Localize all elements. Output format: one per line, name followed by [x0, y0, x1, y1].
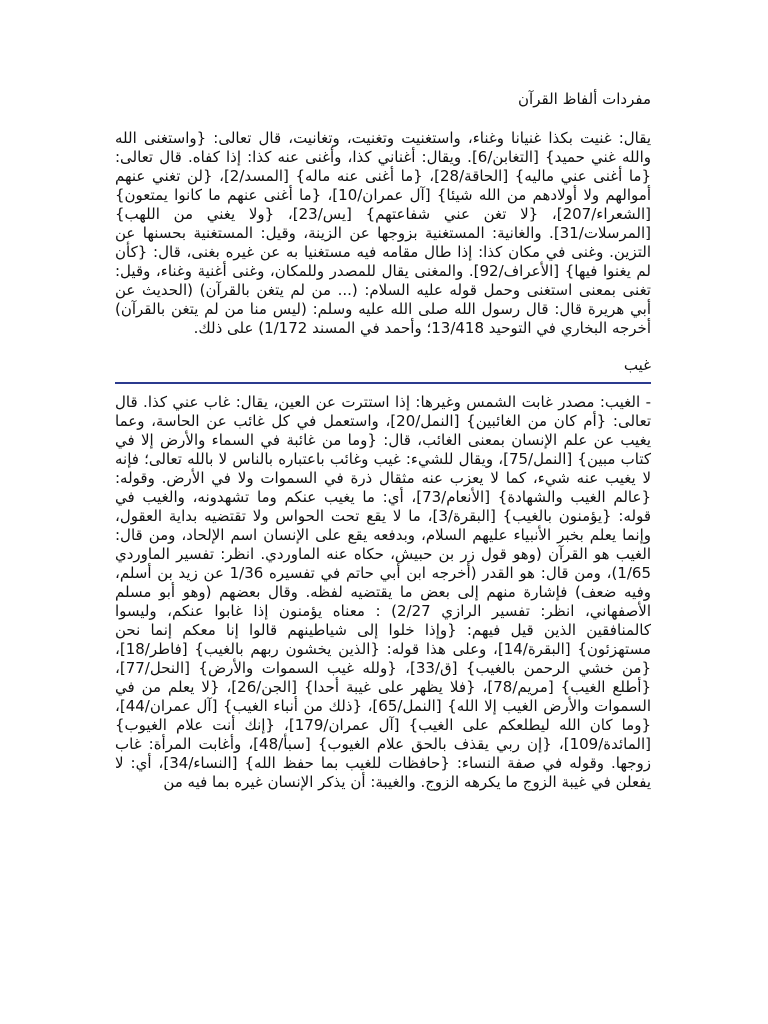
section-heading-ghayb: غيب: [623, 356, 651, 374]
document-title: مفردات ألفاظ القرآن: [518, 90, 651, 108]
paragraph-ghaniya: يقال: غنيت بكذا غنيانا وغناء، واستغنيت وتغنيت، وتغانيت، قال تعالى: {واستغنى الله والله غني حميد} [التغابن/6]. ويقال: أغناني كذا، وأغنى عنه كذا: إذا كفاه. قال تعالى: {ما أغنى عني ماليه} [الحاقة/28]، {ما أغنى عنه ماله} [المسد/2]، {لن تغني عنهم أموالهم ولا أولادهم من الله شيئا} [آل عمران/10]، {ما أغنى عنهم ما كانوا يمتعون} [الشعراء/207]، {لا تغن عني شفاعتهم} [يس/23]، {ولا يغني من اللهب} [المرسلات/31]. والغانية: المستغنية بزوجها عن الزينة، وقيل: المستغنية بحسنها عن التزين. وغنى في مكان كذا: إذا طال مقامه فيه مستغنيا به عن غيره بغنى، قال: {كأن لم يغنوا فيها} [الأعراف/92]. والمغنى يقال للمصدر وللمكان، وغنى أغنية وغناء، وقيل: تغنى بمعنى استغنى وحمل قوله عليه السلام: (... من لم يتغن بالقرآن) (الحديث عن أبي هريرة قال: قال رسول الله صلى الله عليه وسلم: (ليس منا من لم يتغن بالقرآن) أخرجه البخاري في التوحيد 13/418؛ وأحمد في المسند 1/172) على ذلك.: [115, 129, 651, 337]
document-page: [115, 88, 651, 792]
section-divider: [115, 382, 651, 384]
paragraph-ghayb: - الغيب: مصدر غابت الشمس وغيرها: إذا استترت عن العين، يقال: غاب عني كذا. قال تعالى: {أم كان من الغائبين} [النمل/20]، واستعمل في كل غائب عن الحاسة، وعما يغيب عن علم الإنسان بمعنى الغائب، قال: {وما من غائبة في السماء والأرض إلا في كتاب مبين} [النمل/75]، ويقال للشيء: غيب وغائب باعتباره بالناس لا بالله تعالى؛ فإنه لا يغيب عنه شيء، كما لا يعزب عنه مثقال ذرة في السموات ولا في الأرض. وقوله: {عالم الغيب والشهادة} [الأنعام/73]، أي: ما يغيب عنكم وما تشهدونه، والغيب في قوله: {يؤمنون بالغيب} [البقرة/3]، ما لا يقع تحت الحواس ولا تقتضيه بداية العقول، وإنما يعلم بخبر الأنبياء عليهم السلام، وبدفعه يقع على الإنسان اسم الإلحاد، ومن قال: الغيب هو القرآن (وهو قول زر بن حبيش، حكاه عنه الماوردي. انظر: تفسير الماوردي 1/65)، ومن قال: هو القدر (أخرجه ابن أبي حاتم في تفسيره 1/36 عن زيد بن أسلم، وفيه ضعف) فإشارة منهم إلى بعض ما يقتضيه لفظه. وقال بعضهم (وهو أبو مسلم الأصفهاني، انظر: تفسير الرازي 2/27) : معناه يؤمنون إذا غابوا عنكم، وليسوا كالمنافقين الذين قيل فيهم: {وإذا خلوا إلى شياطينهم قالوا إنا معكم إنما نحن مستهزئون} [البقرة/14]، وعلى هذا قوله: {الذين يخشون ربهم بالغيب} [فاطر/18]، {من خشي الرحمن بالغيب} [ق/33]، {ولله غيب السموات والأرض} [النحل/77]، {أطلع الغيب} [مريم/78]، {فلا يظهر على غيبة أحدا} [الجن/26]، {لا يعلم من في السموات والأرض الغيب إلا الله} [النمل/65]، {ذلك من أنباء الغيب} [آل عمران/44]، {وما كان الله ليطلعكم على الغيب} [آل عمران/179]، {إنك أنت علام الغيوب} [المائدة/109]، {إن ربي يقذف بالحق علام الغيوب} [سبأ/48]، وأغابت المرأة: غاب زوجها. وقوله في صفة النساء: {حافظات للغيب بما حفظ الله} [النساء/34]، أي: لا يفعلن في غيبة الزوج ما يكرهه الزوج. والغيبة: أن يذكر الإنسان غيره بما فيه من: [115, 393, 652, 791]
